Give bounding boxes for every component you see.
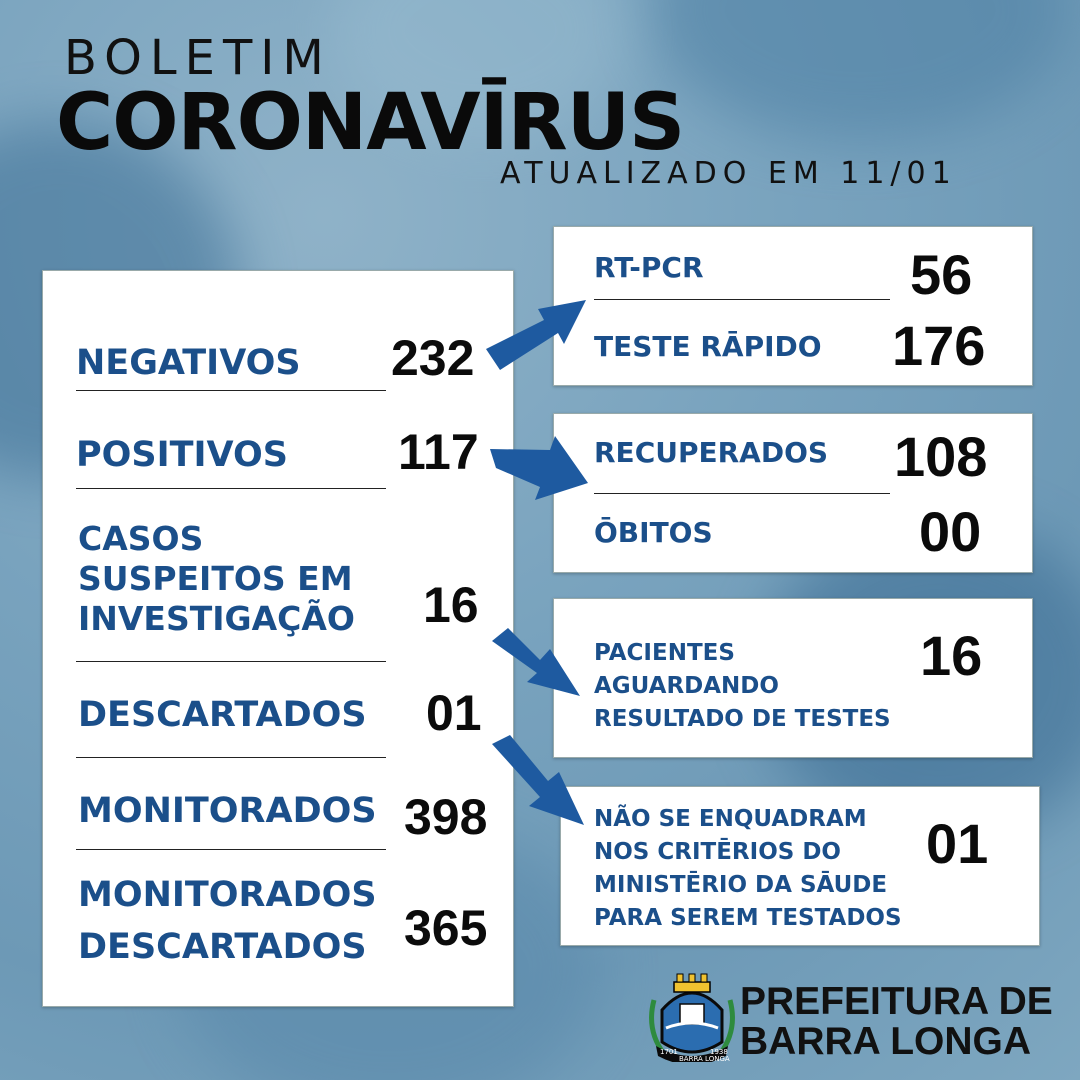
recuperados-label: RECUPERADOS [594, 436, 829, 469]
monitorados-label: MONITORADOS [78, 791, 377, 831]
fora-dos-criterios-value: 01 [926, 812, 989, 875]
monitorados-value: 398 [404, 789, 488, 845]
label-line: PACIENTES [594, 640, 735, 666]
arrow-criterios-icon [492, 735, 584, 825]
rt-pcr-value: 56 [910, 243, 973, 306]
pacientes-aguardando-value: 16 [920, 624, 983, 687]
label-line: MINISTĒRIO DA SĀUDE [594, 872, 888, 898]
prefeitura-name [740, 982, 1053, 1062]
monitorados-descartados-value: 365 [404, 900, 488, 956]
arrow-positivos-icon [490, 436, 588, 500]
municipal-seal [646, 970, 738, 1062]
label-line: NOS CRITĒRIOS DO [594, 839, 841, 865]
positivos-value: 117 [398, 424, 479, 480]
prefeitura-line: PREFEITURA DE [740, 980, 1053, 1023]
obitos-value: 00 [919, 500, 982, 563]
seal-name: BARRA LONGA [679, 1055, 730, 1062]
label-line: AGUARDANDO [594, 673, 779, 699]
negativos-label: NEGATIVOS [76, 343, 301, 383]
label-line: MONITORADOS [78, 875, 377, 915]
page-title: CORONAVĪRUS [56, 78, 685, 168]
label-line: CASOS [78, 519, 204, 558]
seal-year-left: 1701 [660, 1048, 678, 1056]
arrow-pacientes-icon [492, 628, 580, 696]
rt-pcr-label: RT-PCR [594, 251, 704, 284]
updated-date: ATUALIZADO EM 11/01 [500, 156, 957, 191]
label-line: SUSPEITOS EM [78, 559, 353, 598]
label-line: NÃO SE ENQUADRAM [594, 806, 867, 832]
label-line: RESULTADO DE TESTES [594, 706, 891, 732]
descartados-label: DESCARTADOS [78, 695, 367, 735]
prefeitura-line: BARRA LONGA [740, 1020, 1032, 1063]
seal-year-right: 1938 [710, 1048, 728, 1056]
casos-suspeitos-value: 16 [423, 577, 479, 633]
label-line: PARA SEREM TESTADOS [594, 905, 902, 931]
label-line: INVESTIGAÇÃO [78, 599, 355, 638]
teste-rapido-label: TESTE RĀPIDO [594, 330, 822, 363]
negativos-value: 232 [391, 330, 475, 386]
label-line: DESCARTADOS [78, 927, 367, 967]
bulletin-label: BOLETIM [64, 30, 332, 86]
positivos-label: POSITIVOS [76, 435, 288, 475]
descartados-value: 01 [426, 685, 482, 741]
recuperados-value: 108 [894, 425, 988, 488]
arrow-negativos-icon [486, 300, 586, 370]
obitos-label: ŌBITOS [594, 516, 713, 549]
teste-rapido-value: 176 [892, 314, 986, 377]
